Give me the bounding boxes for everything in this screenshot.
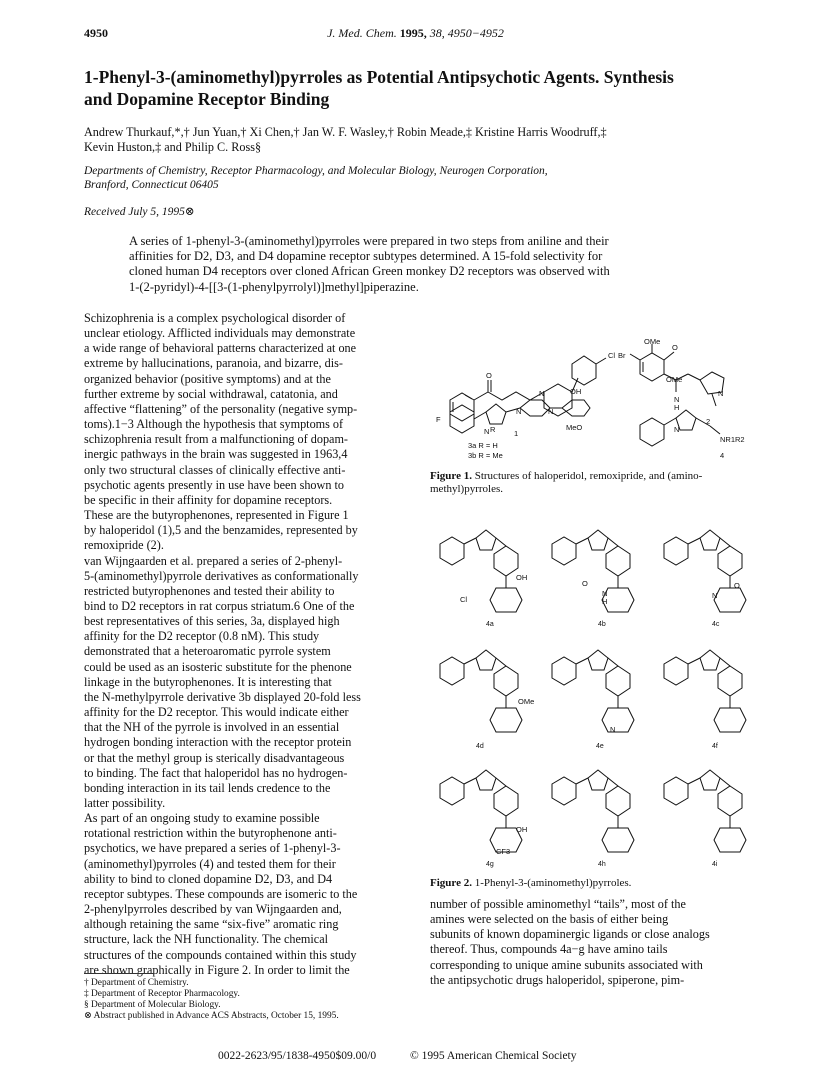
abstract-line: affinities for D2, D3, and D4 dopamine receptor subtypes determined. A 15-fold selectivity for (129, 249, 603, 264)
text-line: rotational restriction within the butyrophenone anti- (84, 826, 337, 841)
figure-2-caption-text: 1-Phenyl-3-(aminomethyl)pyrroles. (474, 877, 632, 889)
authors-line-1: Andrew Thurkauf,*,† Jun Yuan,† Xi Chen,† Jan W. F. Wasley,† Robin Meade,‡ Kristine Harris Woodruff,‡ (84, 125, 607, 139)
journal-year: 1995, (399, 26, 427, 40)
footnote: § Department of Molecular Biology. (84, 1000, 221, 1010)
text-line: although retaining the same “six-five” aromatic ring (84, 917, 339, 932)
atom-label: N (718, 389, 724, 398)
text-line: As part of an ongoing study to examine possible (84, 811, 320, 826)
text-line: affinity for the D2 receptor (0.8 nM). This study (84, 629, 320, 644)
abstract (129, 234, 729, 295)
affiliation-line-1: Departments of Chemistry, Receptor Pharmacology, and Molecular Biology, Neurogen Corporation, (84, 165, 548, 177)
text-line: extreme by hallucinations, paranoia, and bizarre, dis- (84, 356, 343, 371)
compound-label-4h: 4h (598, 861, 606, 868)
atom-label: H (602, 597, 608, 606)
text-line: Schizophrenia is a complex psychological disorder of (84, 311, 346, 325)
article-title (84, 66, 774, 110)
text-line: ability to bind to cloned dopamine D2, D3, and D4 (84, 871, 333, 886)
atom-label: N (674, 395, 680, 404)
text-line: amines were selected on the basis of either being (430, 912, 669, 927)
text-line: by haloperidol (1),5 and the benzamides, represented by (84, 523, 358, 538)
footnote: † Department of Chemistry. (84, 978, 189, 988)
text-line: inergic pathways in the brain was suggested in 1963,4 (84, 447, 348, 462)
atom-label: H (674, 403, 680, 412)
title-line-2: and Dopamine Receptor Binding (84, 89, 330, 109)
text-line: These are the butyrophenones, represented in Figure 1 (84, 508, 349, 523)
atom-label: N (610, 725, 616, 734)
received-date: Received July 5, 1995⊗ (84, 206, 195, 218)
text-line: number of possible aminomethyl “tails”, most of the (430, 897, 686, 911)
text-line: van Wijngaarden et al. prepared a series of 2-phenyl- (84, 553, 343, 568)
figure-1-structures (430, 300, 770, 468)
footnote-rule (84, 973, 154, 974)
compound-label-4c: 4c (712, 621, 720, 628)
text-line: structure, lack the NH functionality. The chemical (84, 932, 328, 947)
text-line: affective “flattening” of the personality (negative symp- (84, 401, 358, 416)
text-line: that the NH of the pyrrole is involved in an essential (84, 720, 340, 735)
compound-label-4b: 4b (598, 621, 606, 628)
text-line: 2-phenylpyrroles described by van Wijngaarden and, (84, 902, 342, 917)
figure-2-caption (430, 877, 760, 890)
abstract-line: A series of 1-phenyl-3-(aminomethyl)pyrroles were prepared in two steps from aniline and their (129, 234, 609, 248)
atom-label: OMe (644, 337, 661, 346)
abstract-line: 1-(2-pyridyl)-4-[[3-(1-phenylpyrrolyl)]methyl]piperazine. (129, 279, 419, 294)
text-line: latter possibility. (84, 796, 166, 810)
atom-label: N (539, 389, 545, 398)
author-list (84, 125, 774, 155)
journal-pages: 4950−4952 (447, 26, 504, 40)
text-line: only two structural classes of clinically effective anti- (84, 462, 346, 477)
compound-label-4: 4 (720, 451, 725, 460)
text-line: to binding. The fact that haloperidol has no hydrogen- (84, 765, 348, 780)
text-line: or that the methyl group is sterically disadvantageous (84, 750, 345, 765)
atom-label: OH (516, 573, 528, 582)
figure-2-structures (430, 512, 770, 874)
text-line: subunits of known dopaminergic ligands or close analogs (430, 927, 710, 942)
left-column-text (84, 311, 404, 978)
text-line: hydrogen bonding interaction with the receptor protein (84, 735, 352, 750)
affiliation-line-2: Branford, Connecticut 06405 (84, 179, 219, 191)
atom-label: NR1R2 (720, 435, 745, 444)
compound-label-3b: 3b R = Me (468, 451, 503, 460)
atom-label: O (582, 579, 588, 588)
atom-label: N (516, 407, 522, 416)
text-line: a wide range of behavioral patterns characterized at one (84, 341, 357, 356)
atom-label: O (672, 343, 678, 352)
text-line: organized behavior (positive symptoms) and at the (84, 371, 331, 386)
atom-label: CF3 (496, 847, 511, 856)
text-line: bonding interaction in its tail lends credence to the (84, 780, 331, 795)
text-line: be specific in their affinity for dopamine receptors. (84, 492, 333, 507)
footnote: ‡ Department of Receptor Pharmacology. (84, 989, 240, 999)
atom-label: N (548, 407, 554, 416)
text-line: further extreme by social withdrawal, catatonia, and (84, 386, 338, 401)
compound-label-4a: 4a (486, 621, 494, 628)
compound-label-4d: 4d (476, 743, 484, 750)
page-number: 4950 (84, 26, 108, 40)
atom-label: O (486, 371, 492, 380)
atom-label: N (602, 589, 608, 598)
text-line: the N-methylpyrrole derivative 3b displayed 20-fold less (84, 689, 361, 704)
title-line-1: 1-Phenyl-3-(aminomethyl)pyrroles as Potential Antipsychotic Agents. Synthesis (84, 67, 674, 87)
atom-label: N (674, 425, 680, 434)
article-code: 0022-2623/95/1838-4950$09.00/0 (218, 1050, 377, 1062)
text-line: toms).1−3 Although the hypothesis that symptoms of (84, 417, 344, 432)
atom-label: Br (618, 351, 626, 360)
text-line: 5-(aminomethyl)pyrrole derivatives as conformationally (84, 568, 359, 583)
right-column-text (430, 897, 748, 988)
atom-label: F (436, 415, 441, 424)
copyright: © 1995 American Chemical Society (410, 1050, 577, 1062)
atom-label: OMe (518, 697, 535, 706)
atom-label: OH (516, 825, 528, 834)
text-line: structures of the compounds contained within this study (84, 947, 357, 962)
footnote: ⊗ Abstract published in Advance ACS Abstracts, October 15, 1995. (84, 1011, 339, 1021)
compound-label-1: 1 (514, 429, 519, 438)
compound-label-3a: 3a R = H (468, 441, 498, 450)
text-line: receptor subtypes. These compounds are isomeric to the (84, 886, 358, 901)
text-line: could be used as an isosteric substitute for the phenone (84, 659, 352, 674)
text-line: demonstrated that a heteroaromatic pyrrole system (84, 644, 331, 659)
text-line: schizophrenia result from a malfunctioning of dopam- (84, 432, 348, 447)
text-line: corresponding to unique amine subunits associated with (430, 957, 703, 972)
journal-name: J. Med. Chem. (327, 26, 397, 40)
compound-label-4f: 4f (712, 743, 718, 750)
atom-label: R (490, 425, 496, 434)
compound-label-2: 2 (706, 417, 711, 426)
text-line: psychotics, we have prepared a series of 1-phenyl-3- (84, 841, 341, 856)
figure-1-label: Figure 1. (430, 470, 472, 482)
figure-1-caption-text-2: methyl)pyrroles. (430, 483, 504, 495)
text-line: unclear etiology. Afflicted individuals may demonstrate (84, 326, 356, 341)
compound-label-4g: 4g (486, 861, 494, 868)
text-line: best representatives of this series, 3a, displayed high (84, 614, 340, 629)
text-line: psychotic agents presently in use have been shown to (84, 477, 344, 492)
journal-citation (0, 26, 831, 41)
atom-label: Cl (608, 351, 616, 360)
figure-2-label: Figure 2. (430, 877, 472, 889)
footnotes (84, 978, 404, 1022)
affiliation (84, 164, 774, 192)
atom-label: Cl (460, 595, 468, 604)
figure-1-caption-text: Structures of haloperidol, remoxipride, and (amino- (474, 470, 703, 482)
compound-label-4i: 4i (712, 861, 718, 868)
text-line: the antipsychotic drugs haloperidol, spiperone, pim- (430, 972, 685, 987)
text-line: affinity for the D2 receptor. This would indicate either (84, 705, 349, 720)
authors-line-2: Kevin Huston,‡ and Philip C. Ross§ (84, 140, 262, 154)
atom-label: OMe (666, 375, 683, 384)
text-line: linkage in the butyrophenones. It is interesting that (84, 674, 332, 689)
text-line: remoxipride (2). (84, 538, 164, 553)
text-line: restricted butyrophenones and tested their ability to (84, 583, 335, 598)
atom-label: MeO (566, 423, 583, 432)
journal-volume: 38, (429, 26, 445, 40)
atom-label: N (484, 427, 490, 436)
atom-label: N (712, 591, 718, 600)
compound-label-4e: 4e (596, 743, 604, 750)
text-line: bind to D2 receptors in rat corpus striatum.6 One of the (84, 598, 355, 613)
figure-1-caption (430, 470, 760, 496)
text-line: are shown graphically in Figure 2. In order to limit the (84, 962, 350, 977)
text-line: thereof. Thus, compounds 4a−g have amino tails (430, 942, 668, 957)
atom-label: O (734, 581, 740, 590)
text-line: (aminomethyl)pyrroles (4) and tested them for their (84, 856, 336, 871)
abstract-line: cloned human D4 receptors over cloned African Green monkey D2 receptors was observed with (129, 264, 610, 279)
atom-label: OH (570, 387, 582, 396)
